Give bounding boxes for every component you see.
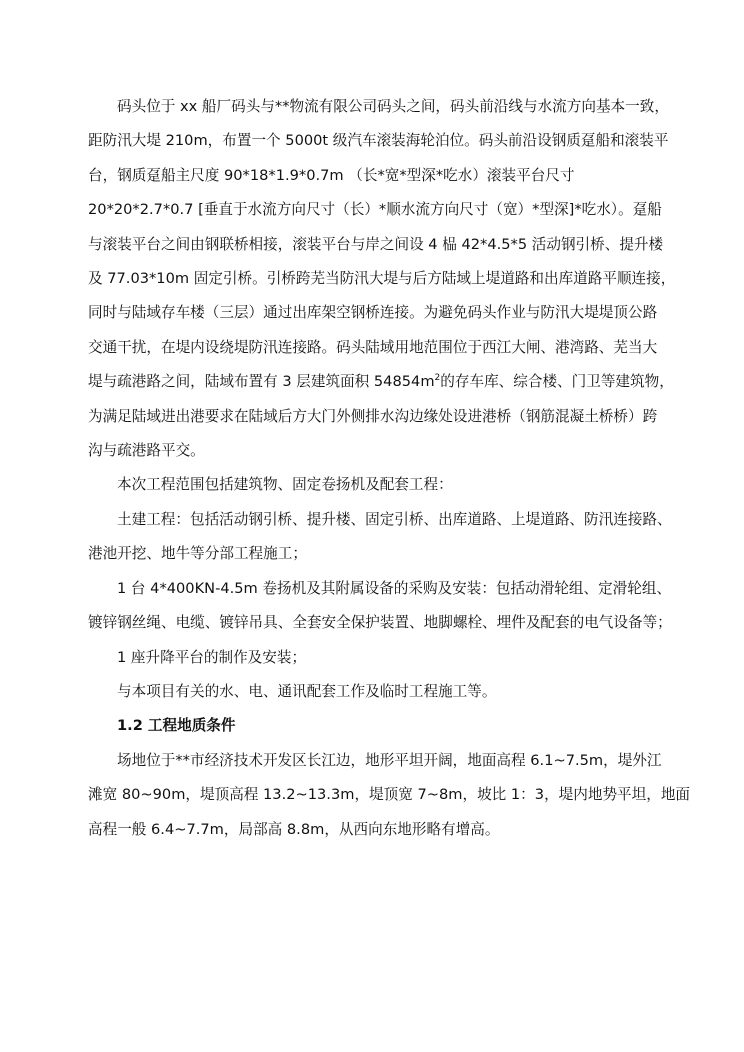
text-line: 土建工程：包括活动钢引桥、提升楼、固定引桥、出库道路、上堤道路、防汛连接路、 — [117, 510, 672, 528]
text-segment: 的存车库、综合楼、门卫等建筑物， — [440, 373, 674, 391]
winch-paragraph — [88, 572, 680, 641]
text-line: 20*20*2.7*0.7 [垂直于水流方向尺寸（长）*顺水流方向尺寸（宽）*型深]*吃水）。趸船 — [88, 201, 662, 219]
text-line: 及 77.03*10m 固定引桥。引桥跨芜当防汛大堤与后方陆域上堤道路和出库道路平顺连接， — [88, 270, 676, 288]
superscript: 2 — [434, 373, 441, 384]
text-line: 码头位于 xx 船厂码头与**物流有限公司码头之间，码头前沿线与水流方向基本一致， — [117, 98, 669, 115]
text-line: 沟与疏港路平交。 — [88, 442, 205, 460]
text-segment: 堤与疏港路之间，陆域布置有 3 层建筑面积 54854m — [88, 373, 435, 391]
text-line: 距防汛大堤 210m，布置一个 5000t 级汽车滚装海轮泊位。码头前沿设钢质趸船和滚装平 — [88, 132, 669, 150]
civil-works-paragraph — [88, 503, 680, 572]
scope-intro: 本次工程范围包括建筑物、固定卷扬机及配套工程： — [117, 476, 453, 494]
text-line: 为满足陆域进出港要求在陆域后方大门外侧排水沟边缘处设进港桥（钢筋混凝土桥桥）跨 — [88, 407, 658, 425]
text-line: 场地位于**市经济技术开发区长江边，地形平坦开阔，地面高程 6.1~7.5m，堤外江 — [117, 751, 662, 769]
text-line: 与滚装平台之间由钢联桥相接，滚装平台与岸之间设 4 榀 42*4.5*5 活动钢引桥、提升楼 — [88, 235, 664, 253]
text-line: 1 台 4*400KN-4.5m 卷扬机及其附属设备的采购及安装：包括动滑轮组、定滑轮组、 — [117, 579, 672, 597]
supporting-works-paragraph: 与本项目有关的水、电、通讯配套工作及临时工程施工等。 — [117, 682, 497, 700]
section-heading: 1.2 工程地质条件 — [117, 717, 236, 735]
platform-paragraph: 1 座升降平台的制作及安装； — [117, 648, 307, 666]
text-line: 港池开挖、地牛等分部工程施工； — [88, 545, 307, 563]
text-line: 高程一般 6.4~7.7m，局部高 8.8m，从西向东地形略有增高。 — [88, 820, 500, 838]
document-body — [88, 90, 691, 847]
text-line: 镀锌钢丝绳、电缆、镀锌吊具、全套安全保护装置、地脚螺栓、埋件及配套的电气设备等； — [88, 614, 672, 632]
text-line: 台，钢质趸船主尺度 90*18*1.9*0.7m （长*宽*型深*吃水）滚装平台尺寸 — [88, 166, 575, 184]
project-overview-paragraph — [88, 90, 680, 468]
text-line: 交通干扰，在堤内设绕堤防汛连接路。码头陆域用地范围位于西江大闸、港湾路、芜当大 — [88, 338, 658, 356]
text-line: 滩宽 80~90m，堤顶高程 13.2~13.3m，堤顶宽 7~8m，坡比 1：3，堤内地势平坦，地面 — [88, 786, 691, 804]
text-line — [88, 365, 680, 399]
text-line: 同时与陆域存车楼（三层）通过出库架空钢桥连接。为避免码头作业与防汛大堤堤顶公路 — [88, 304, 658, 322]
geology-paragraph — [88, 744, 691, 847]
